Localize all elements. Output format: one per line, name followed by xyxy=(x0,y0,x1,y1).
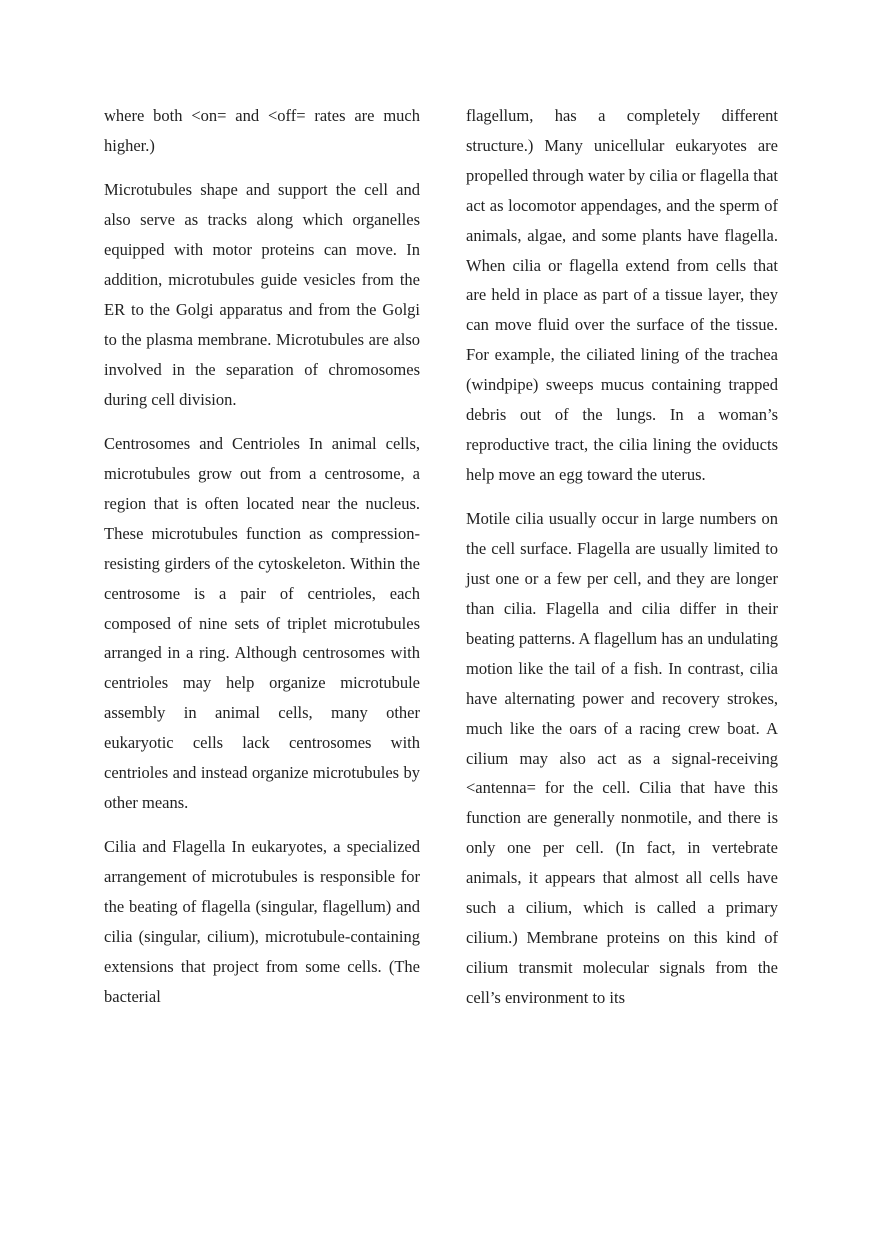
paragraph-microtubules: Microtubules shape and support the cell and also serve as tracks along which organelles equipped with motor proteins can move. In addition, microtubules guide vesicles from the ER to the Golgi apparatus and from the Golgi to the plasma membrane. Microtubules are also involved in the separation of chromosomes during cell division. xyxy=(104,180,420,409)
paragraph-motile-cilia: Motile cilia usually occur in large numbers on the cell surface. Flagella are usually limited to just one or a few per cell, and they are longer than cilia. Flagella and cilia differ in their beating patterns. A flagellum has an undulating motion like the tail of a fish. In contrast, cilia have alternating power and recovery strokes, much like the oars of a racing crew boat. A cilium may also act as a signal-receiving <antenna= for the cell. Cilia that have this function are generally nonmotile, and there is only one per cell. (In fact, in vertebrate animals, it appears that almost all cells have such a cilium, which is called a primary cilium.) Membrane proteins on this kind of cilium transmit molecular signals from the cell’s environment to its xyxy=(466,509,778,1007)
paragraph-flagellum-structure: flagellum, has a completely different structure.) Many unicellular eukaryotes are propelled through water by cilia or flagella that act as locomotor appendages, and the sperm of animals, algae, and some plants have flagella. When cilia or flagella extend from cells that are held in place as part of a tissue layer, they can move fluid over the surface of the tissue. For example, the ciliated lining of the trachea (windpipe) sweeps mucus containing trapped debris out of the lungs. In a woman’s reproductive tract, the cilia lining the oviducts help move an egg toward the uterus. xyxy=(466,106,779,484)
left-column xyxy=(104,101,420,1026)
paragraph-centrosomes: Centrosomes and Centrioles In animal cells, microtubules grow out from a centrosome, a region that is often located near the nucleus. These microtubules function as compression-resisting girders of the cytoskeleton. Within the centrosome is a pair of centrioles, each composed of nine sets of triplet microtubules arranged in a ring. Although centrosomes with centrioles may help organize microtubule assembly in animal cells, many other eukaryotic cells lack centrosomes with centrioles and instead organize microtubules by other means. xyxy=(104,434,420,812)
paragraph-cilia-flagella: Cilia and Flagella In eukaryotes, a specialized arrangement of microtubules is responsible for the beating of flagella (singular, flagellum) and cilia (singular, cilium), microtubule-containing extensions that project from some cells. (The bacterial xyxy=(104,837,420,1006)
right-column xyxy=(466,101,778,1027)
paragraph-continuation: where both <on= and <off= rates are much higher.) xyxy=(104,106,420,155)
